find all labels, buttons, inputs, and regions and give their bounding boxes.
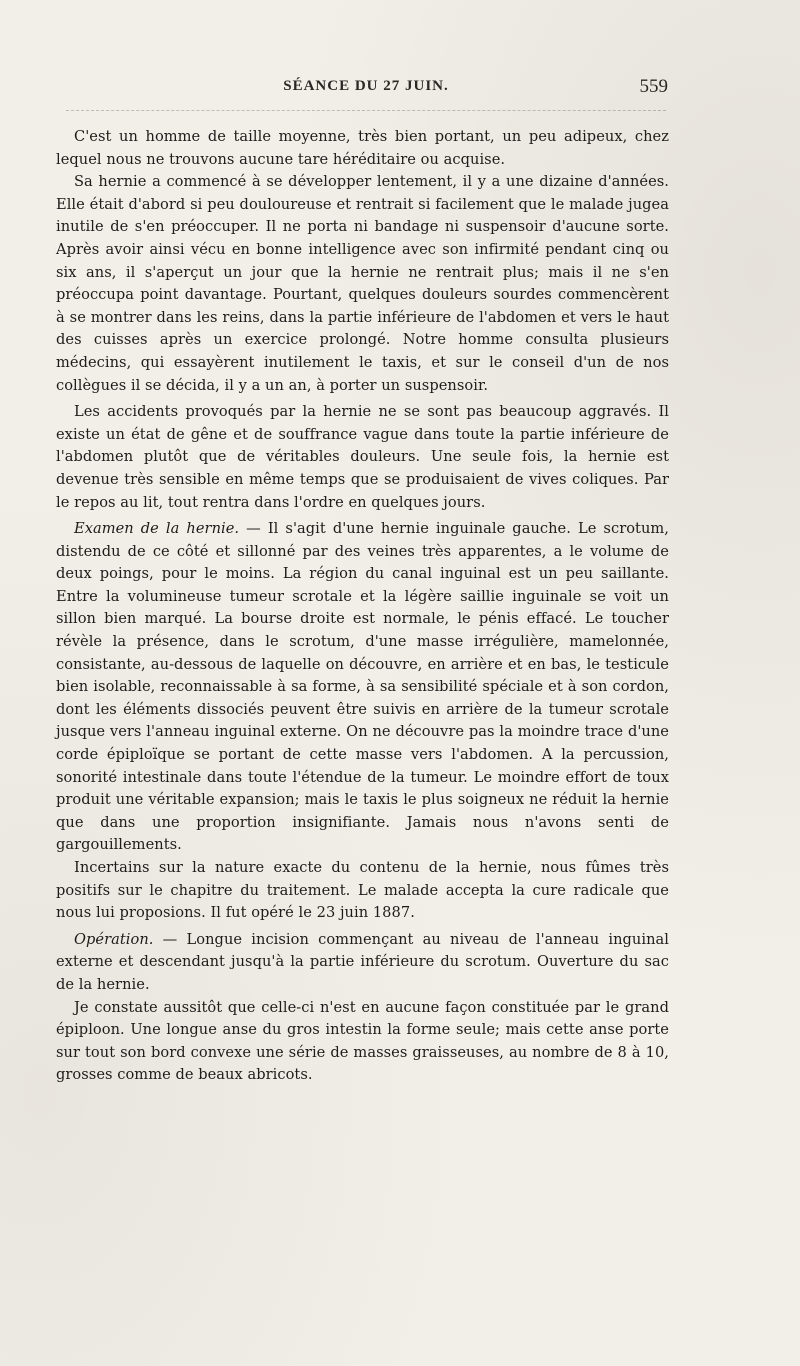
paragraph-examen: [56, 518, 669, 857]
paragraph-examen-text: — Il s'agit d'une hernie inguinale gauche. Le scrotum, distendu de ce côté et sillonné par des veines très apparentes, a le volume de deux poings, pour le moins. La région du canal inguinal est un peu saillante. Entre la volumineuse tumeur scrotale et la légère saillie inguinale se voit un sillon bien marqué. La bourse droite est normale, le pénis effacé. Le toucher révèle la présence, dans le scrotum, d'une masse irrégulière, mamelonnée, consistante, au-dessous de laquelle on découvre, en arrière et en bas, le testicule bien isolable, reconnaissable à sa forme, à sa sensibilité spéciale et à son cordon, dont les éléments dissociés peuvent être suivis en arrière de la tumeur scrotale jusque vers l'anneau inguinal externe. On ne découvre pas la moindre trace d'une corde épiploïque se portant de cette masse vers l'abdomen. A la percussion, sonorité intestinale dans toute l'étendue de la tumeur. Le moindre effort de toux produit une véritable expansion; mais le taxis le plus soigneux ne réduit la hernie que dans une proportion insignifiante. Jamais nous n'avons senti de gargouillements.: [56, 520, 669, 854]
paragraph-operation-text: — Longue incision commençant au niveau de l'anneau inguinal externe et descendant jusqu'à la partie inférieure du scrotum. Ouverture du sac de la hernie.: [56, 930, 669, 993]
paragraph-2-text: Sa hernie a commencé à se développer lentement, il y a une dizaine d'années. Elle était d'abord si peu douloureuse et rentrait si facilement que le malade jugea inutile de s'en préoccuper. Il ne porta ni bandage ni suspensoir d'aucune sorte. Après avoir ainsi vécu en bonne intelligence avec son infirmité pendant cinq ou six ans, il s'aperçut un jour que la hernie ne rentrait plus; mais il ne s'en préoccupa point davantage. Pourtant, quelques douleurs sourdes commencèrent à se montrer dans les reins, dans la partie inférieure de l'abdomen et vers le haut des cuisses après un exercice prolongé. Notre homme consulta plusieurs médecins, qui essayèrent inutilement le taxis, et sur le conseil d'un de nos collègues il se décida, il y a un an, à porter un suspensoir.: [56, 173, 669, 394]
section-heading-examen: Examen de la hernie.: [74, 520, 240, 538]
paragraph-1: [56, 126, 669, 171]
paragraph-7-text: Je constate aussitôt que celle-ci n'est en aucune façon constituée par le grand épiploon. Une longue anse du gros intestin la forme seule; mais cette anse porte sur tout son bord convexe une série de masses graisseuses, au nombre de 8 à 10, grosses comme de beaux abricots.: [56, 998, 669, 1084]
header-rule: [66, 110, 666, 111]
page-number: 559: [639, 76, 668, 97]
running-title: SÉANCE DU 27 JUIN.: [283, 78, 449, 94]
paragraph-5-text: Incertains sur la nature exacte du contenu de la hernie, nous fûmes très positifs sur le chapitre du traitement. Le malade accepta la cure radicale que nous lui proposions. Il fut opéré le 23 juin 1887.: [56, 859, 669, 922]
running-head: [64, 76, 668, 100]
paragraph-3: [56, 401, 669, 514]
paragraph-3-text: Les accidents provoqués par la hernie ne se sont pas beaucoup aggravés. Il existe un état de gêne et de souffrance vague dans toute la partie inférieure de l'abdomen plutôt que de véritables douleurs. Une seule fois, la hernie est devenue très sensible en même temps que se produisaient de vives coliques. Par le repos au lit, tout rentra dans l'ordre en quelques jours.: [56, 403, 669, 511]
paragraph-1-text: C'est un homme de taille moyenne, très bien portant, un peu adipeux, chez lequel nous ne trouvons aucune tare héréditaire ou acquise.: [56, 128, 669, 168]
paragraph-7: [56, 997, 669, 1087]
section-heading-operation: Opération.: [74, 930, 154, 948]
paragraph-operation: [56, 929, 669, 997]
paragraph-2: [56, 171, 669, 397]
paragraph-5: [56, 857, 669, 925]
body-text: [56, 126, 669, 1087]
